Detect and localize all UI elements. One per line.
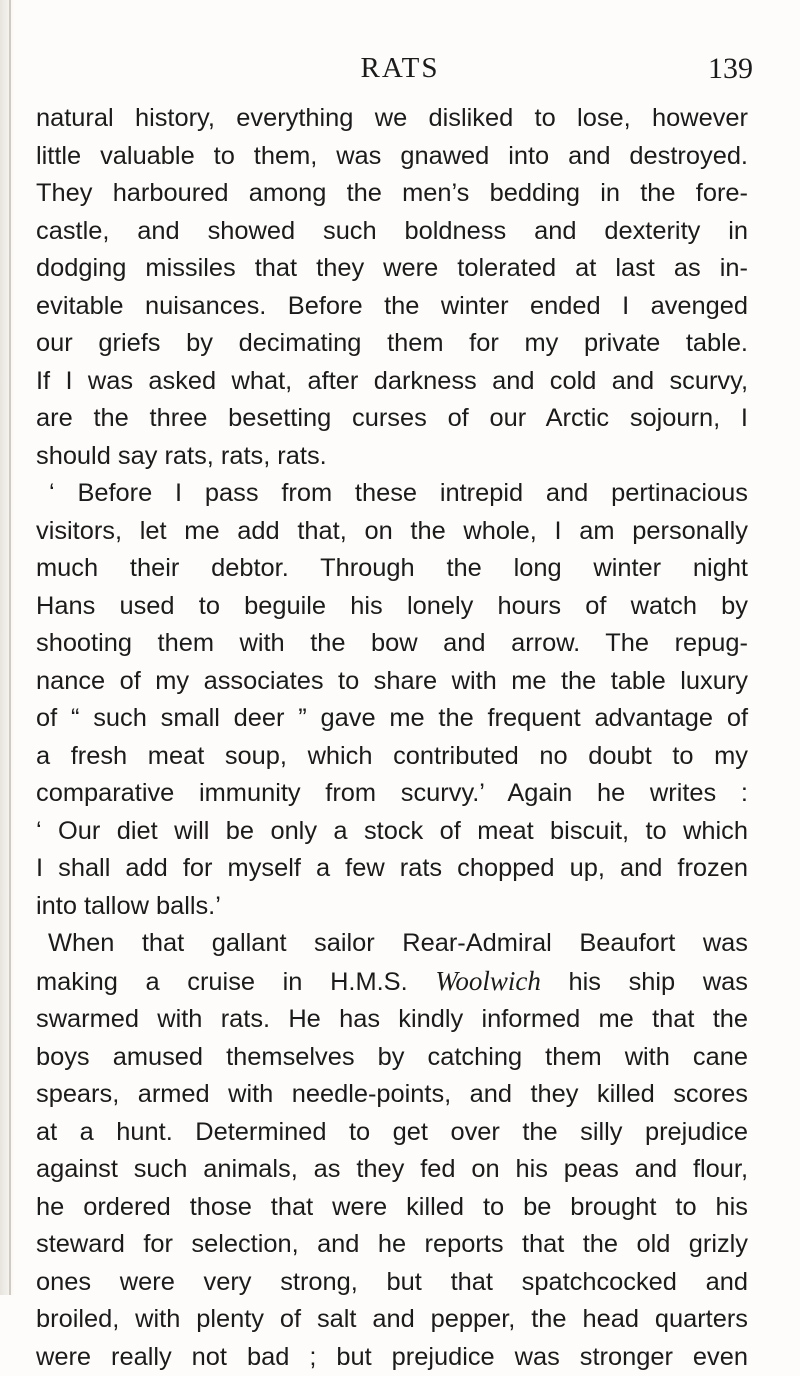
text-line: were really not bad ; but prejudice was stronger even: [36, 1339, 748, 1376]
text-line: much their debtor. Through the long winter night: [36, 550, 748, 588]
page-number: 139: [693, 49, 753, 89]
text-line: a fresh meat soup, which contributed no doubt to my: [36, 738, 748, 776]
text-line: spears, armed with needle-points, and they killed scores: [36, 1076, 748, 1114]
text-line: shooting them with the bow and arrow. The repug-: [36, 625, 748, 663]
text-line: into tallow balls.’: [36, 888, 748, 926]
text-line: visitors, let me add that, on the whole, I am personally: [36, 513, 748, 551]
text-fragment: his ship was: [568, 968, 748, 996]
body-text: [36, 100, 748, 1376]
page-binding-shadow: [0, 0, 14, 1295]
text-line: They harboured among the men’s bedding in the fore-: [36, 175, 748, 213]
text-line: are the three besetting curses of our Arctic sojourn, I: [36, 400, 748, 438]
text-line: swarmed with rats. He has kindly informed me that the: [36, 1001, 748, 1039]
text-line: broiled, with plenty of salt and pepper, the head quarters: [36, 1301, 748, 1339]
page-header: [0, 48, 800, 88]
running-head: RATS: [0, 48, 800, 88]
text-line: little valuable to them, was gnawed into and destroyed.: [36, 138, 748, 176]
text-line: [36, 963, 748, 1002]
text-line: castle, and showed such boldness and dexterity in: [36, 213, 748, 251]
text-line: If I was asked what, after darkness and cold and scurvy,: [36, 363, 748, 401]
text-line: our griefs by decimating them for my private table.: [36, 325, 748, 363]
text-line: ones were very strong, but that spatchcocked and: [36, 1264, 748, 1302]
text-line: When that gallant sailor Rear-Admiral Beaufort was: [36, 925, 748, 963]
text-line: should say rats, rats, rats.: [36, 438, 748, 476]
text-line: steward for selection, and he reports that the old grizly: [36, 1226, 748, 1264]
text-line: evitable nuisances. Before the winter ended I avenged: [36, 288, 748, 326]
text-line: against such animals, as they fed on his peas and flour,: [36, 1151, 748, 1189]
text-line: Hans used to beguile his lonely hours of watch by: [36, 588, 748, 626]
text-line: boys amused themselves by catching them with cane: [36, 1039, 748, 1077]
text-line: at a hunt. Determined to get over the silly prejudice: [36, 1114, 748, 1152]
text-line: comparative immunity from scurvy.’ Again he writes :: [36, 775, 748, 813]
text-line: I shall add for myself a few rats chopped up, and frozen: [36, 850, 748, 888]
text-line: nance of my associates to share with me the table luxury: [36, 663, 748, 701]
text-line: ‘ Our diet will be only a stock of meat biscuit, to which: [36, 813, 748, 851]
ship-name: Woolwich: [435, 966, 541, 996]
text-line: of “ such small deer ” gave me the frequent advantage of: [36, 700, 748, 738]
page-binding-edge: [9, 0, 11, 1295]
text-fragment: making a cruise in H.M.S.: [36, 968, 408, 996]
text-line: natural history, everything we disliked to lose, however: [36, 100, 748, 138]
text-line: ‘ Before I pass from these intrepid and pertinacious: [36, 475, 748, 513]
text-line: he ordered those that were killed to be brought to his: [36, 1189, 748, 1227]
text-line: dodging missiles that they were tolerated at last as in-: [36, 250, 748, 288]
